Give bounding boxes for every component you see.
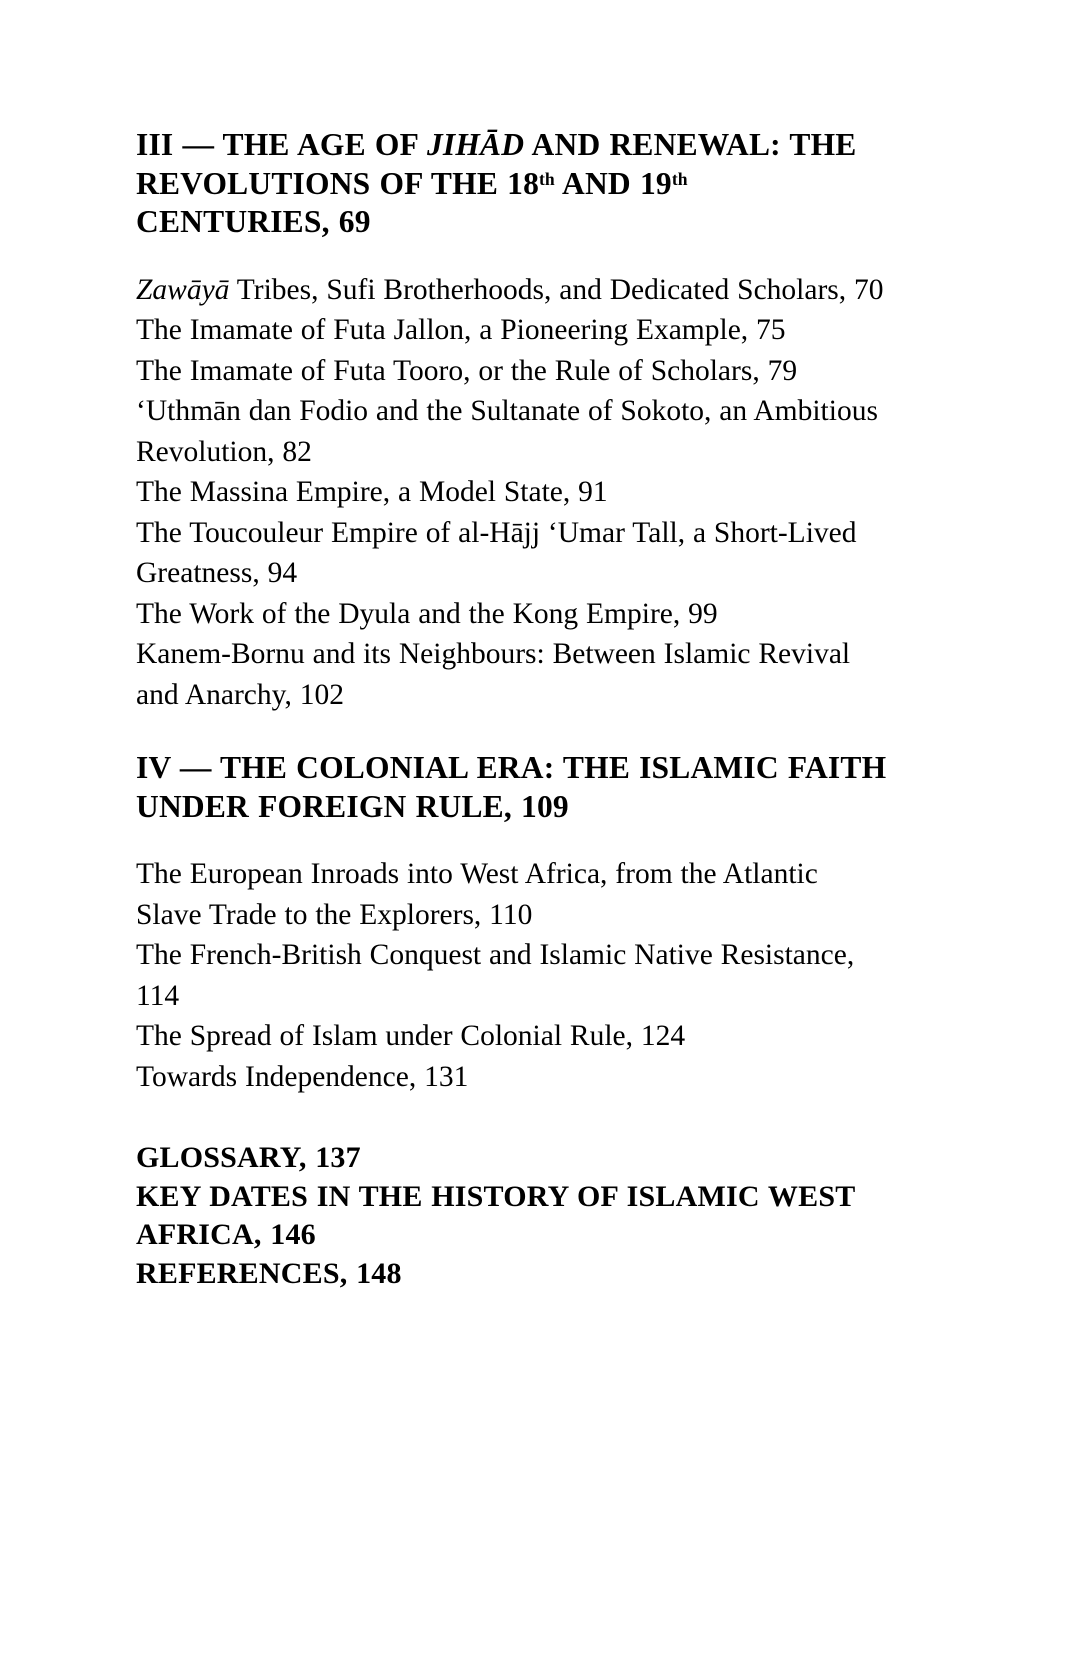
entry-label: The Work of the Dyula and the Kong Empire, 99 [136,597,718,630]
em-dash: — [182,127,214,162]
toc-entry[interactable] [136,351,888,392]
toc-entry[interactable] [136,270,888,311]
toc-entry[interactable] [136,854,888,935]
entry-label: The Imamate of Futa Tooro, or the Rule of Scholars, 79 [136,354,798,387]
entry-label: The Imamate of Futa Jallon, a Pioneering Example, 75 [136,314,786,346]
section-numeral: III [136,127,174,162]
heading-italic-jihad: JIHĀD [426,127,525,162]
toc-entry[interactable] [136,472,888,513]
toc-entry[interactable] [136,391,888,472]
backmatter-entry-references[interactable] [136,1255,888,1294]
spacer [136,715,888,749]
entry-label: The French-British Conquest and Islamic Native Resistance, 114 [136,939,855,1012]
heading-part-1: THE AGE OF [222,127,427,162]
entry-label: Kanem-Bornu and its Neighbours: Between Islamic Revival and Anarchy, 102 [136,638,851,711]
entry-italic-lead: Zawāyā [136,273,230,306]
entry-label: ʻUthmān dan Fodio and the Sultanate of Sokoto, an Ambitious Revolution, 82 [136,395,878,468]
section-numeral: IV [136,750,171,785]
entry-label: Tribes, Sufi Brotherhoods, and Dedicated Scholars, 70 [229,273,884,306]
toc-entry[interactable] [136,513,888,594]
backmatter-entry-glossary[interactable] [136,1139,888,1178]
entry-label: The Toucouleur Empire of al-Hājj ʻUmar Tall, a Short-Lived Greatness, 94 [136,516,857,589]
ordinal-suffix-19th: th [671,168,688,189]
entry-list-section-3 [136,270,888,716]
toc-entry[interactable] [136,1057,888,1098]
em-dash: — [179,750,212,785]
entry-list-section-4 [136,854,888,1097]
entry-label: The European Inroads into West Africa, from the Atlantic Slave Trade to the Explorers, 110 [136,858,818,931]
spacer [136,242,888,270]
toc-entry[interactable] [136,634,888,715]
toc-entry[interactable] [136,310,888,351]
section-heading-4 [136,749,888,826]
backmatter-label: KEY DATES IN THE HISTORY OF ISLAMIC WEST AFRICA, 146 [136,1179,855,1251]
table-of-contents [136,126,888,1293]
entry-label: The Massina Empire, a Model State, 91 [136,476,608,508]
spacer [136,826,888,854]
backmatter-entry-key-dates[interactable] [136,1178,888,1255]
heading-part-4: CENTURIES, 69 [136,204,371,239]
toc-entry[interactable] [136,594,888,635]
toc-entry[interactable] [136,935,888,1016]
heading-body: THE COLONIAL ERA: THE ISLAMIC FAITH UNDER FOREIGN RULE, 109 [136,750,887,824]
ordinal-suffix-18th: th [539,168,555,189]
heading-part-3: AND 19 [554,165,672,201]
backmatter-label: GLOSSARY, 137 [136,1141,361,1174]
entry-label: Towards Independence, 131 [136,1060,469,1093]
backmatter-label: REFERENCES, 148 [136,1256,402,1290]
section-heading-3 [136,126,888,242]
heading-part-2: AND RENEWAL: THE REVOLUTIONS OF THE 18 [136,127,857,201]
backmatter-list [136,1139,888,1293]
toc-entry[interactable] [136,1016,888,1057]
spacer [136,1097,888,1139]
entry-label: The Spread of Islam under Colonial Rule, 124 [136,1020,686,1052]
